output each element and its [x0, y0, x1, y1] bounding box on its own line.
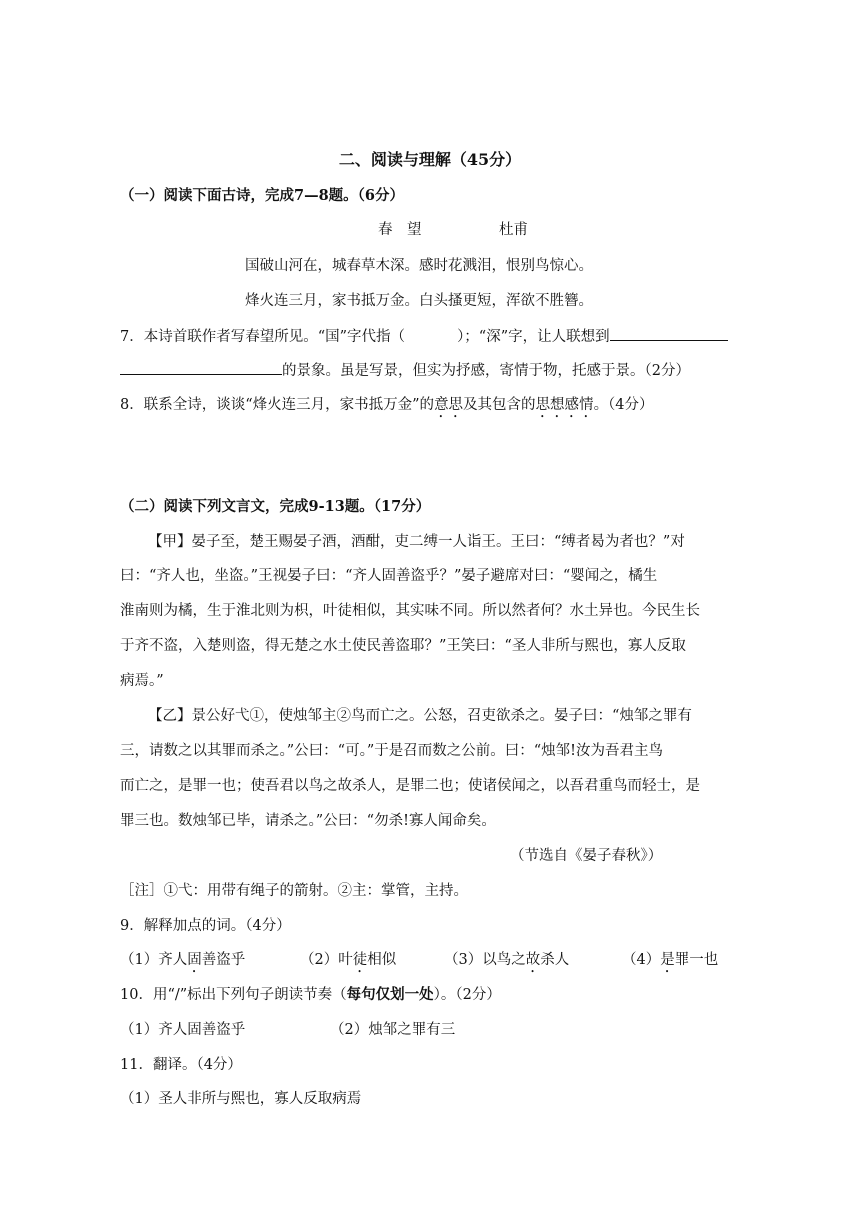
- jia-line-5: 病焉。”: [120, 673, 164, 689]
- question-7-text-c: 的景象。虽是写景，但实为抒感，寄情于物，托感于景。（2分）: [282, 363, 690, 379]
- yi-line-1: 【乙】景公好弋①，使烛邹主②鸟而亡之。公怒，召吏欲杀之。晏子曰：“烛邹之罪有: [148, 708, 692, 724]
- question-8-text-b: 及其包含的: [463, 397, 536, 413]
- question-8-text-a: 8．联系全诗，谈谈“烽火连三月，家书抵万金”的: [120, 397, 435, 413]
- question-9: 9．解释加点的词。（4分）: [120, 918, 291, 934]
- poem-line-2: 烽火连三月，家书抵万金。白头搔更短，浑欲不胜簪。: [245, 293, 593, 309]
- question-10-item-1: （1）齐人固善盗乎: [120, 1022, 246, 1038]
- question-10-item-2: （2）烛邹之罪有三: [330, 1022, 456, 1038]
- yi-line-2: 三，请数之以其罪而杀之。”公曰：“可。”于是召而数之公前。曰：“烛邹!汝为吾君主鸟: [120, 743, 663, 759]
- footnote: ［注］①弋：用带有绳子的箭射。②主：掌管，主持。: [120, 883, 468, 899]
- question-7-line-1: [120, 326, 728, 347]
- question-11-item-1: （1）圣人非所与熙也，寡人反取病焉: [120, 1091, 362, 1107]
- dotted-word-1: 固: [187, 952, 202, 968]
- jia-line-4: 于齐不盗，入楚则盗，得无楚之水土使民善盗耶？”王笑曰：“圣人非所与熙也，寡人反取: [120, 638, 686, 654]
- dotted-word-3: 故: [525, 952, 541, 968]
- question-8-text-c: 。（4分）: [593, 397, 654, 413]
- dotted-word-4: 是: [660, 952, 675, 968]
- poem-line-1: 国破山河在，城春草木深。感时花溅泪，恨别鸟惊心。: [245, 258, 593, 274]
- jia-line-1: 【甲】晏子至，楚王赐晏子酒，酒酣，吏二缚一人诣王。王曰：“缚者曷为者也？”对: [148, 534, 685, 550]
- poem-author: 杜甫: [499, 222, 528, 238]
- question-8-dotted-2: 思想感情: [535, 397, 594, 413]
- jia-line-3: 淮南则为橘，生于淮北则为枳，叶徒相似，其实味不同。所以然者何？水土异也。今民生长: [120, 603, 700, 619]
- section-title: 二、阅读与理解（45分）: [338, 150, 522, 169]
- question-9-item-3: （3）以鸟之故杀人: [444, 952, 570, 968]
- jia-line-2: 曰：“齐人也，坐盗。”王视晏子曰：“齐人固善盗乎？”晏子避席对曰：“婴闻之，橘生: [120, 568, 658, 584]
- question-9-item-4: （4）是罪一也: [622, 952, 719, 968]
- poem-title: 春 望: [378, 222, 422, 238]
- yi-line-3: 而亡之，是罪一也；使吾君以鸟之故杀人，是罪二也；使诸侯闻之，以吾君重鸟而轻士，是: [120, 778, 700, 794]
- question-8-dotted-1: 意思: [434, 397, 464, 413]
- source-note: （节选自《晏子春秋》）: [510, 848, 663, 864]
- part2-heading: （二）阅读下列文言文，完成9-13题。（17分）: [120, 498, 431, 515]
- question-10-emphasis: 每句仅划一处: [346, 986, 434, 1003]
- answer-blank-1[interactable]: [610, 326, 728, 341]
- question-7-text-a: 7．本诗首联作者写春望所见。“国”字代指（: [120, 329, 406, 345]
- question-10: 10．用“/”标出下列句子朗读节奏（每句仅划一处）。（2分）: [120, 986, 501, 1003]
- question-8: [120, 395, 654, 421]
- yi-line-4: 罪三也。数烛邹已毕，请杀之。”公曰：“勿杀!寡人闻命矣。: [120, 813, 496, 829]
- question-7-line-2: [120, 360, 690, 381]
- question-11: 11．翻译。（4分）: [120, 1057, 242, 1073]
- part1-heading: （一）阅读下面古诗，完成7—8题。（6分）: [120, 187, 405, 204]
- question-9-item-1: （1）齐人固善盗乎: [120, 952, 246, 968]
- question-7-text-b: ）；“深”字，让人联想到: [457, 329, 610, 345]
- question-9-item-2: （2）叶徒相似: [300, 952, 397, 968]
- answer-blank-2[interactable]: [120, 360, 282, 375]
- dotted-word-2: 徒: [352, 952, 368, 968]
